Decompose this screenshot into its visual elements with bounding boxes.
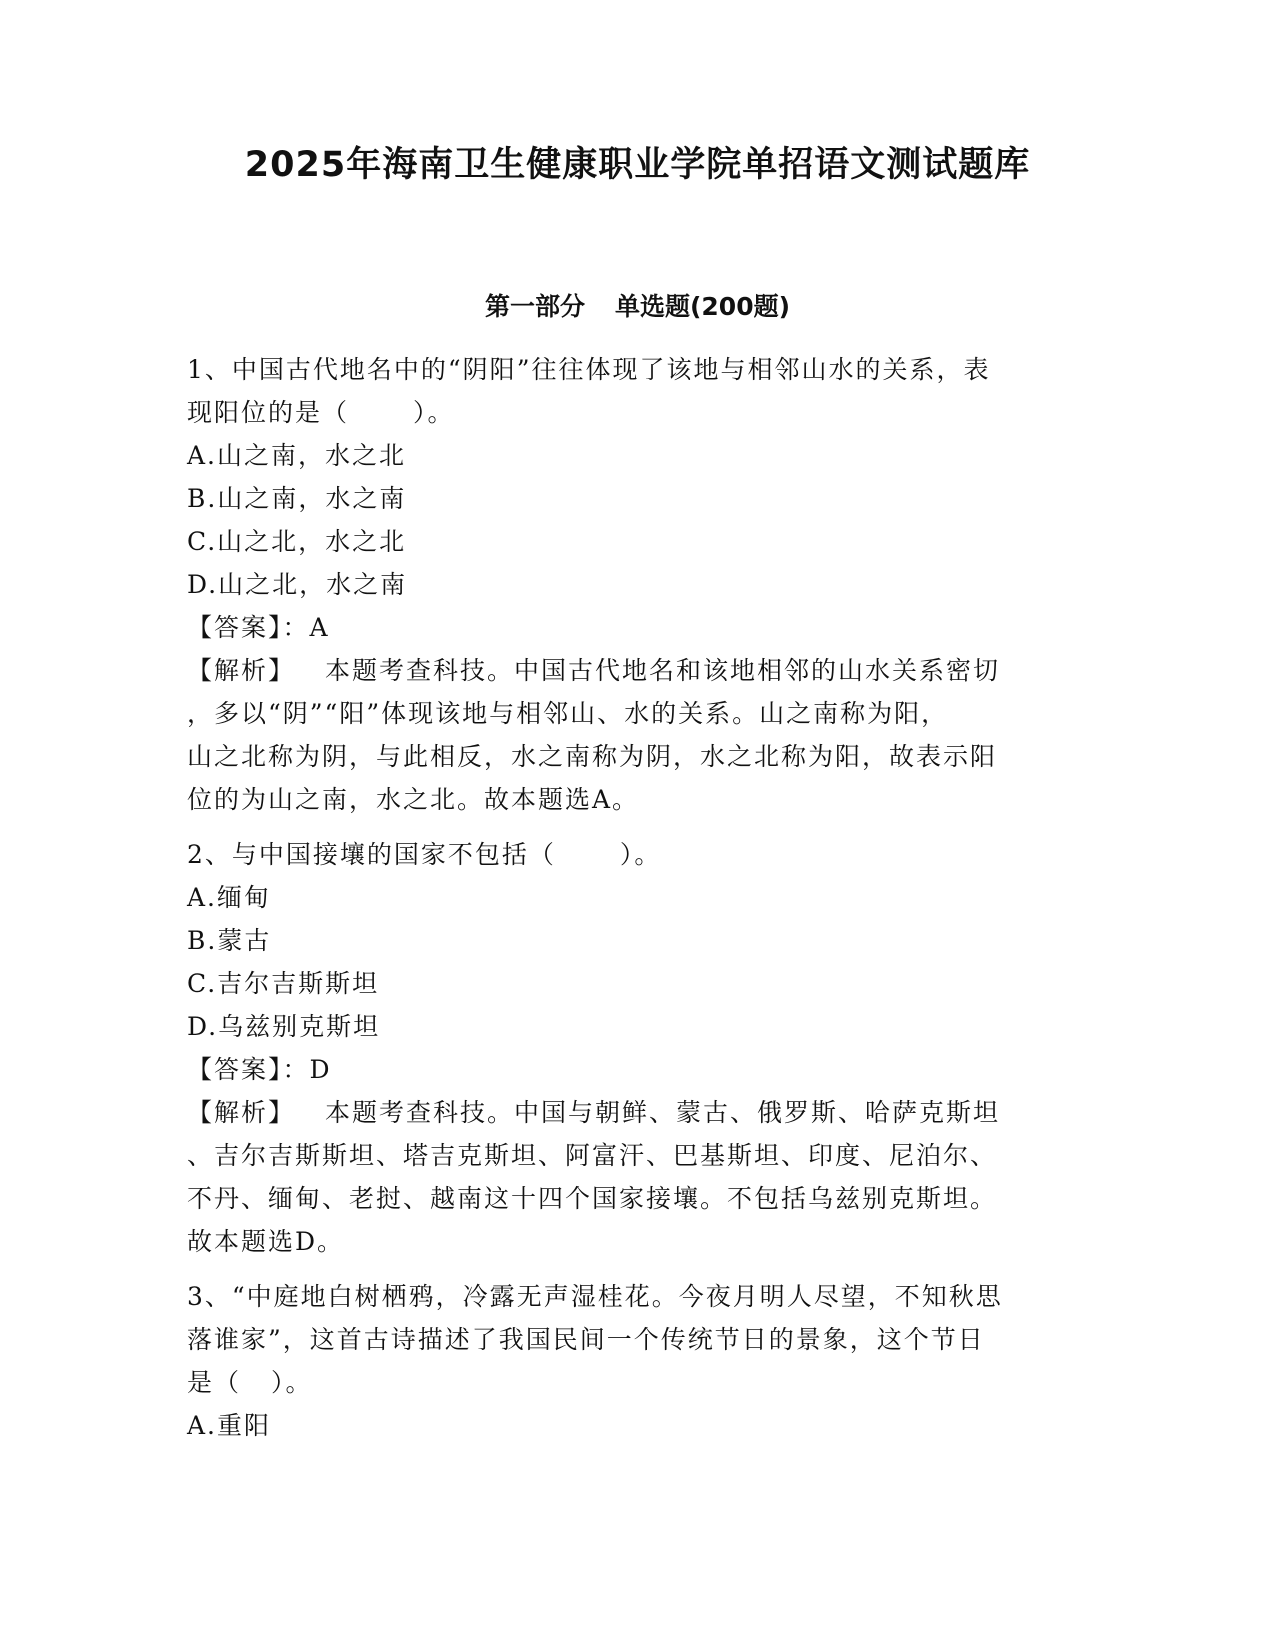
analysis-line	[187, 1091, 1087, 1134]
question-2	[187, 833, 1087, 1263]
document-title: 2025年海南卫生健康职业学院单招语文测试题库	[244, 145, 1031, 185]
option-b: B.山之南，水之南	[187, 484, 407, 513]
section-heading	[0, 290, 1275, 324]
analysis-line: ，多以“阴”“阳”体现该地与相邻山、水的关系。山之南称为阳，	[187, 699, 949, 728]
question-stem-line	[187, 391, 1087, 434]
question-stem-line: 3、“中庭地白树栖鸦，冷露无声湿桂花。今夜月明人尽望，不知秋思	[187, 1282, 1003, 1311]
option-c: C.吉尔吉斯斯坦	[187, 969, 380, 998]
stem-text: 2、与中国接壤的国家不包括（	[187, 840, 556, 869]
question-3	[187, 1275, 1087, 1447]
answer-value: A	[309, 613, 330, 642]
answer-line	[187, 606, 1087, 649]
option-a: A.重阳	[187, 1411, 272, 1440]
section-name: 单选题(200题)	[614, 292, 791, 321]
analysis-line: 故本题选D。	[187, 1227, 345, 1256]
stem-text: ）。	[619, 840, 662, 869]
answer-value: D	[309, 1055, 332, 1084]
analysis-text: 本题考查科技。中国古代地名和该地相邻的山水关系密切	[325, 656, 1001, 685]
analysis-label: 【解析】	[187, 656, 296, 685]
analysis-label: 【解析】	[187, 1098, 296, 1127]
question-stem-line: 1、中国古代地名中的“阴阳”往往体现了该地与相邻山水的关系，表	[187, 355, 991, 384]
option-d: D.乌兹别克斯坦	[187, 1012, 381, 1041]
answer-label: 【答案】：	[187, 1055, 310, 1084]
analysis-line: 不丹、缅甸、老挝、越南这十四个国家接壤。不包括乌兹别克斯坦。	[187, 1184, 998, 1213]
question-stem-line	[187, 1361, 1087, 1404]
analysis-line: 山之北称为阴，与此相反，水之南称为阴，水之北称为阳，故表示阳	[187, 742, 998, 771]
stem-text: ）。	[271, 1368, 313, 1397]
question-stem-line	[187, 833, 1087, 876]
analysis-text: 本题考查科技。中国与朝鲜、蒙古、俄罗斯、哈萨克斯坦	[325, 1098, 1001, 1127]
question-1	[187, 348, 1087, 821]
stem-text: ）。	[413, 398, 455, 427]
question-list	[187, 348, 1087, 1459]
option-a: A.缅甸	[187, 883, 272, 912]
answer-label: 【答案】：	[187, 613, 310, 642]
option-d: D.山之北，水之南	[187, 570, 408, 599]
analysis-line: 位的为山之南，水之北。故本题选A。	[187, 785, 640, 814]
question-stem-line: 落谁家”，这首古诗描述了我国民间一个传统节日的景象，这个节日	[187, 1325, 985, 1354]
analysis-line: 、吉尔吉斯斯坦、塔吉克斯坦、阿富汗、巴基斯坦、印度、尼泊尔、	[187, 1141, 998, 1170]
answer-line	[187, 1048, 1087, 1091]
option-a: A.山之南，水之北	[187, 441, 407, 470]
section-part: 第一部分	[484, 292, 585, 321]
option-c: C.山之北，水之北	[187, 527, 407, 556]
stem-text: 现阳位的是（	[187, 398, 350, 427]
analysis-line	[187, 649, 1087, 692]
option-b: B.蒙古	[187, 926, 272, 955]
stem-text: 是（	[187, 1368, 242, 1397]
